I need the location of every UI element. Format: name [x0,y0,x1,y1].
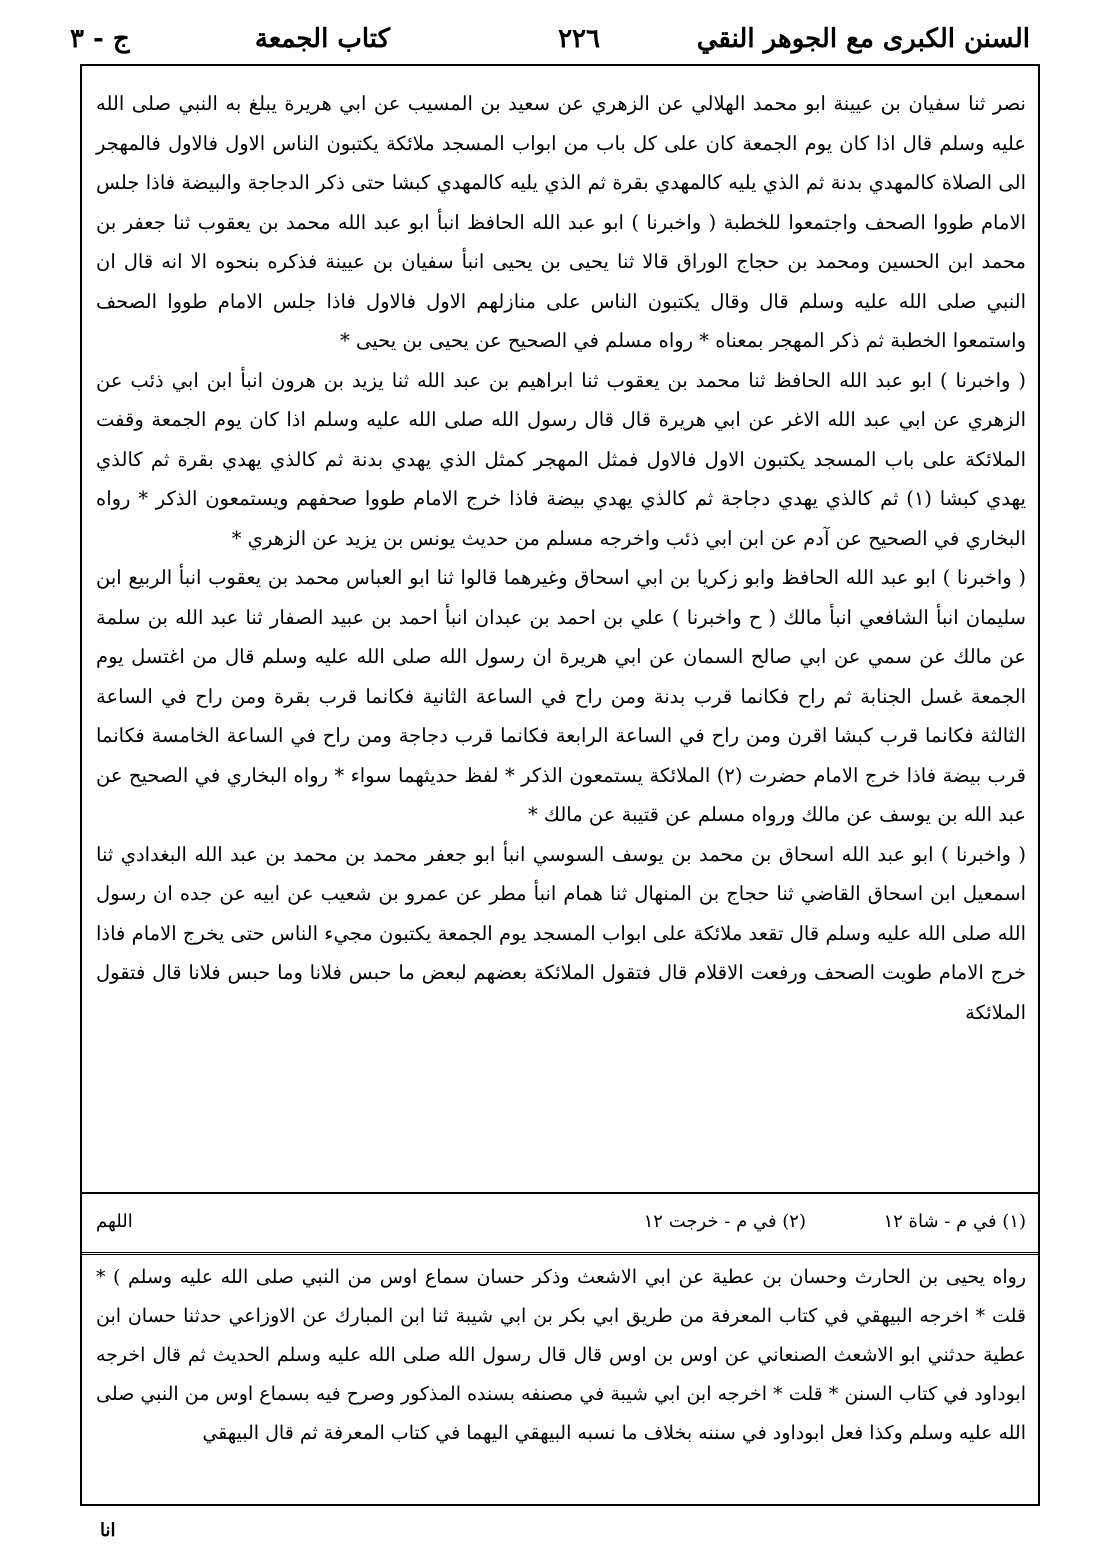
main-paragraph-2: ( واخبرنا ) ابو عبد الله الحافظ ثنا محمد بن يعقوب ثنا ابراهيم بن عبد الله ثنا يزيد بن هرون انبأ ابن ابي ذئب عن الزهري عن ابي عبد الله الاغر عن ابي هريرة قال قال رسول الله صلى الله عليه وسلم اذا كان يوم الجمعة وقفت الملائكة على باب المسجد يكتبون الاول فالاول فمثل المهجر كمثل الذي يهدي بدنة ثم كالذي يهدي بقرة ثم كالذي يهدي كبشا (١) ثم كالذي يهدي دجاجة ثم كالذي يهدي بيضة فاذا خرج الامام طووا صحفهم ويستمعون الذكر * رواه البخاري في الصحيح عن آدم عن ابن ابي ذئب واخرجه مسلم من حديث يونس بن يزيد عن الزهري * [96,368,1026,550]
volume-number: ج - ٣ [70,24,130,54]
bottom-catchword: انا [100,1520,116,1541]
commentary-text [96,1258,1026,1453]
main-paragraph-3: ( واخبرنا ) ابو عبد الله الحافظ وابو زكريا بن ابي اسحاق وغيرهما قالوا ثنا ابو العباس محمد بن يعقوب انبأ الربيع ابن سليمان انبأ الشافعي انبأ مالك ( ح واخبرنا ) علي بن احمد بن عبدان انبأ احمد بن عبيد الصفار ثنا عبد الله بن سلمة عن مالك عن سمي عن ابي صالح السمان عن ابي هريرة ان رسول الله صلى الله عليه وسلم قال من اغتسل يوم الجمعة غسل الجنابة ثم راح فكانما قرب بدنة ومن راح في الساعة الثانية فكانما قرب بقرة ومن راح في الساعة الثالثة فكانما قرب كبشا اقرن ومن راح في الساعة الرابعة فكانما قرب دجاجة ومن راح في الساعة الخامسة فكانما قرب بيضة فاذا خرج الامام حضرت (٢) الملائكة يستمعون الذكر * لفظ حديثهما سواء * رواه البخاري في الصحيح عن عبد الله بن يوسف عن مالك ورواه مسلم عن قتيبة عن مالك * [96,566,1026,826]
page-header [70,18,1030,62]
book-title: السنن الكبرى مع الجوهر النقي [696,24,1030,54]
commentary-paragraph: رواه يحيى بن الحارث وحسان بن عطية عن ابي الاشعث وذكر حسان سماع اوس من النبي صلى الله عليه وسلم ) * قلت * اخرجه البيهقي في كتاب المعرفة من طريق ابي بكر بن ابي شيبة ثنا ابن المبارك عن الاوزاعي حدثنا حسان ابن عطية حدثني ابو الاشعث الصنعاني عن اوس بن اوس قال قال رسول الله صلى الله عليه وسلم الحديث ثم قال اخرجه ابوداود في كتاب السنن * قلت * اخرجه ابن ابي شيبة في مصنفه بسنده المذكور وصرح فيه بسماع اوس من النبي صلى الله عليه وسلم وكذا فعل ابوداود في سننه بخلاف ما نسبه البيهقي اليهما في كتاب المعرفة ثم قال البيهقي [96,1266,1026,1444]
footnotes [96,1202,1026,1242]
main-text [96,84,1026,1032]
catchword: اللهم [96,1211,133,1232]
footnote-1: (١) في م - شاة ١٢ [883,1211,1026,1232]
footnote-2: (٢) في م - خرجت ١٢ [643,1211,806,1232]
chapter-title: كتاب الجمعة [254,24,390,54]
footnote-divider [82,1192,1038,1194]
page-number: ٢٢٦ [558,24,600,54]
main-paragraph-1: نصر ثنا سفيان بن عيينة ابو محمد الهلالي عن الزهري عن سعيد بن المسيب عن ابي هريرة يبلغ به النبي صلى الله عليه وسلم قال اذا كان يوم الجمعة كان على كل باب من ابواب المسجد ملائكة يكتبون الناس الاول فالاول فالمهجر الى الصلاة كالمهدي بدنة ثم الذي يليه كالمهدي بقرة ثم الذي يليه كالمهدي كبشا حتى ذكر الدجاجة والبيضة فاذا جلس الامام طووا الصحف واجتمعوا للخطبة ( واخبرنا ) ابو عبد الله الحافظ انبأ ابو عبد الله محمد بن يعقوب ثنا جعفر بن محمد ابن الحسين ومحمد بن حجاج الوراق قالا ثنا يحيى بن يحيى انبأ سفيان بن عيينة فذكره بنحوه الا انه قال ان النبي صلى الله عليه وسلم قال وقال يكتبون الناس على منازلهم الاول فالاول فاذا جلس الامام طووا الصحف واستمعوا الخطبة ثم ذكر المهجر بمعناه * رواه مسلم في الصحيح عن يحيى بن يحيى * [96,92,1026,352]
main-paragraph-4: ( واخبرنا ) ابو عبد الله اسحاق بن محمد بن يوسف السوسي انبأ ابو جعفر محمد بن محمد بن عبد الله البغدادي ثنا اسمعيل ابن اسحاق القاضي ثنا حجاج بن المنهال ثنا همام انبأ مطر عن عمرو بن شعيب عن ابيه عن جده ان رسول الله صلى الله عليه وسلم قال تقعد ملائكة على ابواب المسجد يوم الجمعة يكتبون مجيء الناس حتى يخرج الامام فاذا خرج الامام طويت الصحف ورفعت الاقلام قال فتقول الملائكة بعضهم لبعض ما حبس فلانا وما حبس فلانا قال فتقول الملائكة [96,842,1026,1024]
